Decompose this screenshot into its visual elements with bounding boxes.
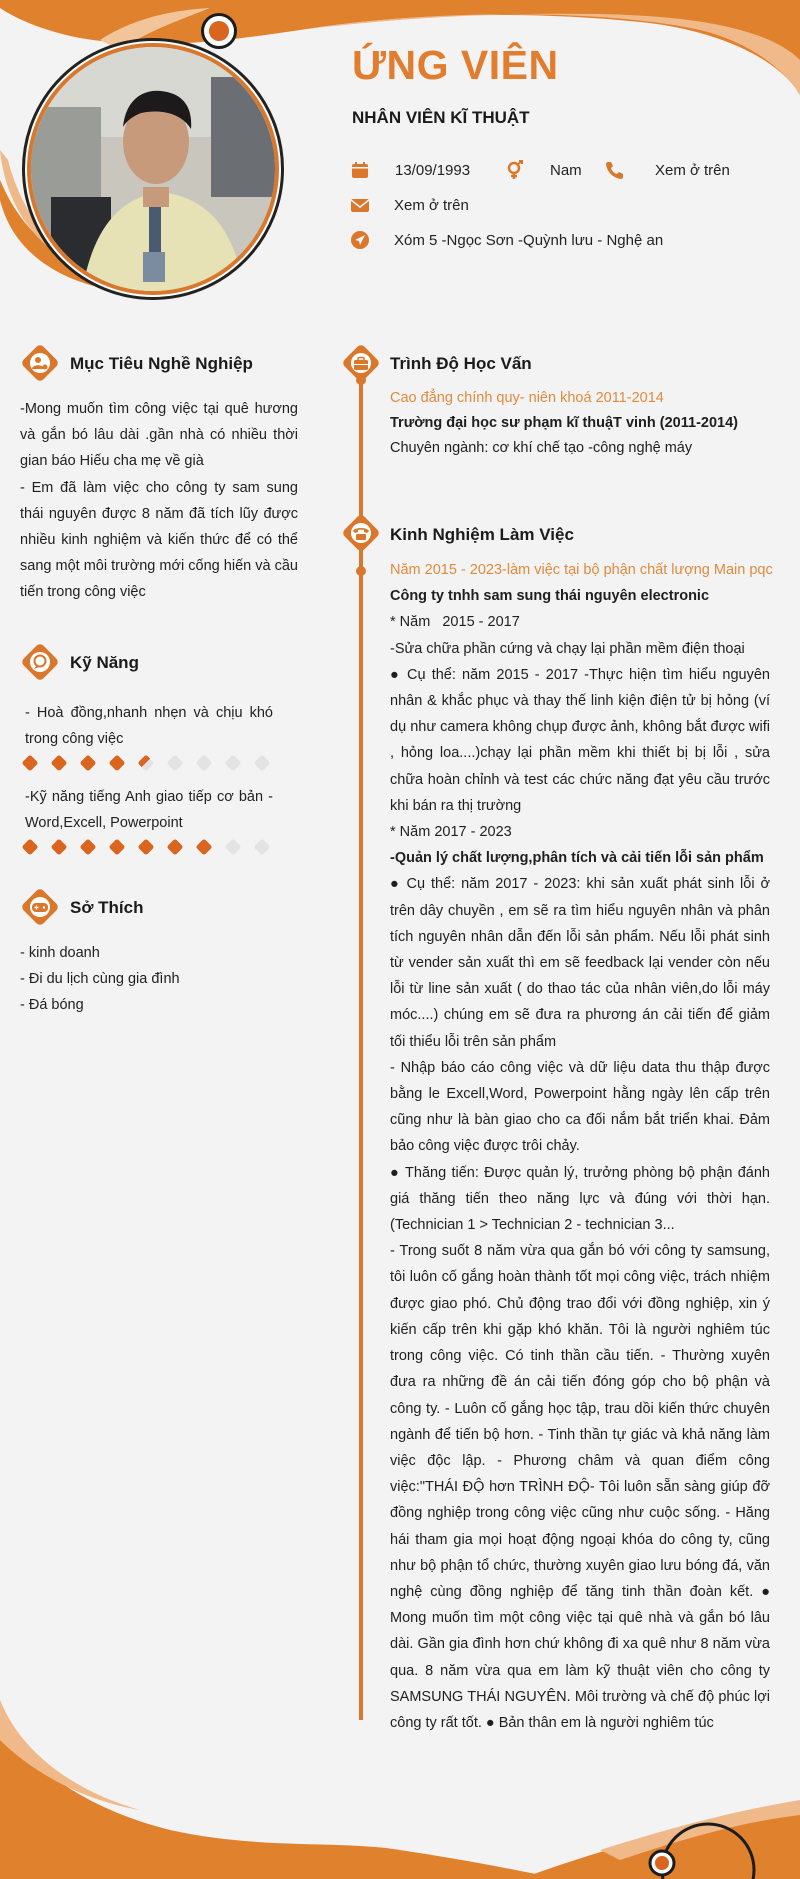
birthday-value: 13/09/1993	[395, 162, 471, 179]
objective-title: Mục Tiêu Nghề Nghiệp	[70, 354, 253, 373]
objective-line-2: - Em đã làm việc cho công ty sam sung thái nguyên được 8 năm đã tích lũy được nhiều kinh nghiệm và kiến thức để có thể sang một môi trường mới cống hiến và cầu tiến trong công việc	[20, 479, 298, 601]
email-value: Xem ở trên	[394, 197, 469, 214]
experience-title: Kinh Nghiệm Làm Việc	[390, 525, 574, 544]
education-major: Chuyên ngành: cơ khí chế tạo -công nghệ máy	[390, 440, 693, 456]
skills-title: Kỹ Năng	[70, 653, 139, 672]
rating-diamond	[22, 755, 39, 772]
avatar-pin	[201, 13, 237, 49]
hobby-item: - Đá bóng	[20, 997, 84, 1013]
rating-diamond	[196, 755, 213, 772]
gamepad-icon	[20, 887, 60, 927]
avatar-photo	[27, 43, 279, 295]
rating-diamond	[80, 755, 97, 772]
rating-diamond	[254, 755, 271, 772]
skill-1-label: - Hoà đồng,nhanh nhẹn và chịu khó trong công việc	[25, 705, 273, 747]
objective-text	[20, 396, 298, 606]
experience-task-2: -Quản lý chất lượng,phân tích và cải tiến lỗi sản phẩm	[390, 850, 764, 867]
rating-diamond	[109, 755, 126, 772]
experience-year-1: * Năm 2015 - 2017	[390, 614, 520, 631]
rating-diamond	[167, 839, 184, 856]
job-title: NHÂN VIÊN KĨ THUẬT	[352, 108, 530, 127]
experience-detail-5: - Trong suốt 8 năm vừa qua gắn bó với công ty samsung, tôi luôn cố gắng hoàn thành tốt mọi công việc, trách nhiệm được giao phó. Chủ động trao đổi với đồng nghiệp, xin ý kiến cấp trên khi gặp khó khăn. Tôi là người nghiêm túc trong công việc. Có tinh thần cầu tiến. - Thường xuyên đưa ra những đề án cải tiến đóng góp cho bộ phận và công ty. - Luôn cố gắng học tập, trau dồi kiến thức chuyên ngành để tiến bộ hơn. - Tinh thần tự giác và khả năng làm việc độc lập. - Phương châm và quan điểm công việc:"THÁI ĐỘ hơn TRÌNH ĐỘ- Tôi luôn sẵn sàng giúp đỡ đồng nghiệp trong công việc cũng như cuộc sống. - Hăng hái tham gia mọi hoạt động ngoại khóa do công ty, cũng như bộ phận tổ chức, thường xuyên giao lưu bóng đá, văn nghệ cùng đồng nghiệp để tăng tinh thần đoàn kết. ● Mong muốn tìm một công việc tại quê nhà và gắn bó lâu dài. Gần gia đình hơn chứ không đi xa quê như 8 năm vừa qua. 8 năm vừa qua em làm kỹ thuật viên cho công ty SAMSUNG THÁI NGUYÊN. Môi trường và chế độ phúc lợi công ty rất tốt. ● Bản thân em là người nghiêm túc	[390, 1243, 770, 1731]
objective-line-1: -Mong muốn tìm công việc tại quê hương và gắn bó lâu dài .gần nhà có nhiều thời gian báo Hiếu cha mẹ về già	[20, 401, 298, 470]
experience-detail-4: ● Thăng tiến: Được quản lý, trưởng phòng bộ phận đánh giá thăng tiến theo năng lực và đúng với thời hạn. (Technician 1 > Technician 2 - technician 3...	[390, 1164, 770, 1234]
phone-icon	[604, 160, 624, 180]
hobby-item: - kinh doanh	[20, 945, 100, 961]
experience-company: Công ty tnhh sam sung thái nguyên electronic	[390, 588, 710, 605]
briefcase-icon	[341, 343, 381, 383]
rating-diamond	[254, 839, 271, 856]
rating-diamond	[109, 839, 126, 856]
timeline-line	[359, 360, 363, 1720]
rating-diamond	[51, 755, 68, 772]
speech-bubble-icon	[20, 642, 60, 682]
rating-diamond	[138, 839, 155, 856]
rating-diamond	[22, 839, 39, 856]
hobbies-title: Sở Thích	[70, 898, 144, 917]
experience-period: Năm 2015 - 2023-làm việc tại bộ phận chất lượng Main pqc	[390, 562, 773, 578]
envelope-icon	[350, 195, 370, 215]
gender-value: Nam	[550, 162, 582, 179]
phone-ring-icon	[341, 513, 381, 553]
gender-icon	[505, 160, 525, 180]
timeline-dot	[356, 566, 366, 576]
education-school: Trường đại học sư phạm kĩ thuậT vinh (2011-2014)	[390, 415, 738, 431]
education-period: Cao đẳng chính quy- niên khoá 2011-2014	[390, 390, 664, 406]
experience-year-2: * Năm 2017 - 2023	[390, 824, 512, 841]
location-arrow-icon	[350, 230, 370, 250]
experience-detail-1: ● Cụ thể: năm 2015 - 2017 -Thực hiện tìm hiểu nguyên nhân & khắc phục và thay thế linh kiện điện tử bị hỏng (ví dụ như camera không chụp được ảnh, không bắt được wifi , hỏng loa....)chạy lại phần mềm khi thiết bị bị lỗi , sửa chữa hoàn chỉnh và test các chức năng đạt yêu cầu trước khi bán ra thị trường	[390, 666, 770, 814]
phone-value: Xem ở trên	[655, 162, 730, 179]
rating-diamond	[51, 839, 68, 856]
education-title: Trình Độ Học Vấn	[390, 354, 532, 373]
candidate-name: ỨNG VIÊN	[352, 42, 559, 88]
experience-task-1: -Sửa chữa phần cứng và chạy lại phần mềm điện thoại	[390, 640, 745, 657]
address-value: Xóm 5 -Ngọc Sơn -Quỳnh lưu - Nghệ an	[394, 232, 664, 249]
experience-detail-3: - Nhập báo cáo công việc và dữ liệu data thu thập được bằng le Excell,Word, Powerpoint hằng ngày lên cấp trên cũng như là bàn giao cho ca đối nắm bắt triển khai. Đảm bảo công việc được trôi chảy.	[390, 1059, 770, 1155]
rating-diamond	[196, 839, 213, 856]
skill-2-label: -Kỹ năng tiếng Anh giao tiếp cơ bản - Word,Excell, Powerpoint	[25, 789, 273, 831]
experience-detail-2: ● Cụ thể: năm 2017 - 2023: khi sản xuất phát sinh lỗi ở trên dây chuyền , em sẽ ra tìm hiểu nguyên nhân và phân tích nguyên nhân dẫn đến lỗi sản phẩm. Nếu lỗi phát sinh từ vender sản xuất thì em sẽ feedback lại vender còn nếu lỗi từ line sản xuất ( do thao tác của nhân viên,do lỗi máy móc....) chúng em sẽ đưa ra phương án cải tiến để giảm tối thiểu lỗi trên sản phẩm	[390, 876, 770, 1050]
hobby-item: - Đi du lịch cùng gia đình	[20, 971, 180, 987]
experience-body	[390, 557, 773, 1736]
user-cog-icon	[20, 343, 60, 383]
skill-1-rating	[20, 753, 280, 773]
rating-diamond	[167, 755, 184, 772]
rating-diamond	[138, 755, 155, 772]
skill-2-rating	[20, 837, 280, 857]
rating-diamond	[80, 839, 97, 856]
rating-diamond	[225, 839, 242, 856]
calendar-icon	[350, 160, 370, 180]
rating-diamond	[225, 755, 242, 772]
